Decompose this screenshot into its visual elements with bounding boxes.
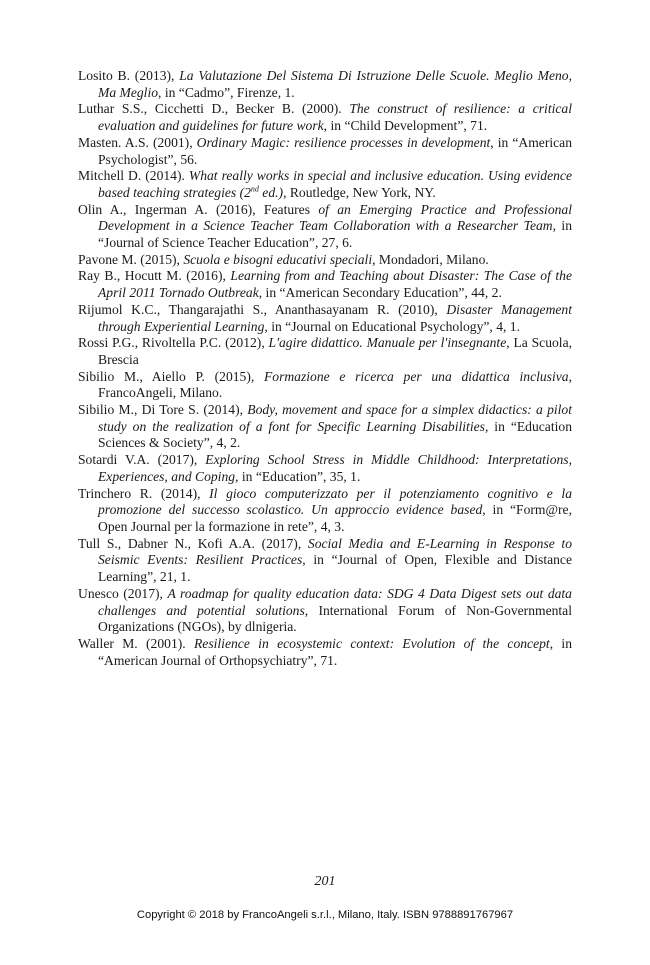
copyright-notice: Copyright © 2018 by FrancoAngeli s.r.l., Milano, Italy. ISBN 9788891767967 [136, 909, 514, 921]
reference-entry: Trinchero R. (2014), Il gioco computerizzato per il potenziamento cognitivo e la promozione del successo scolastico. Un approccio evidence based, in “Form@re, Open Journal per la formazione in rete”, 4, 3. [78, 485, 572, 534]
reference-entry: Luthar S.S., Cicchetti D., Becker B. (2000). The construct of resilience: a critical evaluation and guidelines for future work, in “Child Development”, 71. [78, 101, 572, 134]
reference-entry: Ray B., Hocutt M. (2016), Learning from and Teaching about Disaster: The Case of the April 2011 Tornado Outbreak, in “American Secondary Education”, 44, 2. [78, 268, 572, 301]
reference-entry: Waller M. (2001). Resilience in ecosystemic context: Evolution of the concept, in “American Journal of Orthopsychiatry”, 71. [78, 635, 572, 668]
reference-entry: Mitchell D. (2014). What really works in special and inclusive education. Using evidence based teaching strategies (2nd ed.), Routledge, New York, NY. [78, 168, 572, 200]
reference-entry: Sotardi V.A. (2017), Exploring School Stress in Middle Childhood: Interpretations, Experiences, and Coping, in “Education”, 35, 1. [78, 452, 572, 484]
reference-entry: Losito B. (2013), La Valutazione Del Sistema Di Istruzione Delle Scuole. Meglio Meno, Ma Meglio, in “Cadmo”, Firenze, 1. [78, 68, 572, 100]
reference-entry: Unesco (2017), A roadmap for quality education data: SDG 4 Data Digest sets out data challenges and potential solutions, International Forum of Non-Governmental Organizations (NGOs), by dlnigeria. [78, 585, 572, 635]
reference-entry: Masten. A.S. (2001), Ordinary Magic: resilience processes in development, in “American Psychologist”, 56. [78, 134, 572, 167]
reference-entry: Olin A., Ingerman A. (2016), Features of an Emerging Practice and Professional Development in a Science Teacher Team Collaboration with a Researcher Team, in “Journal of Science Teacher Education”, 27, 6. [78, 201, 572, 251]
page-number: 201 [314, 874, 336, 889]
reference-entry: Tull S., Dabner N., Kofi A.A. (2017), Social Media and E-Learning in Response to Seismic Events: Resilient Practices, in “Journal of Open, Flexible and Distance Learning”, 21, 1. [78, 535, 573, 585]
reference-entry: Pavone M. (2015), Scuola e bisogni educativi speciali, Mondadori, Milano. [78, 251, 489, 267]
reference-entry: Sibilio M., Aiello P. (2015), Formazione e ricerca per una didattica inclusiva, FrancoAngeli, Milano. [78, 368, 572, 401]
reference-entry: Sibilio M., Di Tore S. (2014), Body, movement and space for a simplex didactics: a pilot study on the realization of a font for Specific Learning Disabilities, in “Education Sciences & Society”, 4, 2. [78, 402, 572, 451]
reference-list [78, 68, 572, 669]
reference-entry: Rijumol K.C., Thangarajathi S., Ananthasayanam R. (2010), Disaster Management through Experiential Learning, in “Journal on Educational Psychology”, 4, 1. [78, 301, 572, 334]
reference-entry: Rossi P.G., Rivoltella P.C. (2012), L'agire didattico. Manuale per l'insegnante, La Scuola, Brescia [78, 335, 573, 367]
